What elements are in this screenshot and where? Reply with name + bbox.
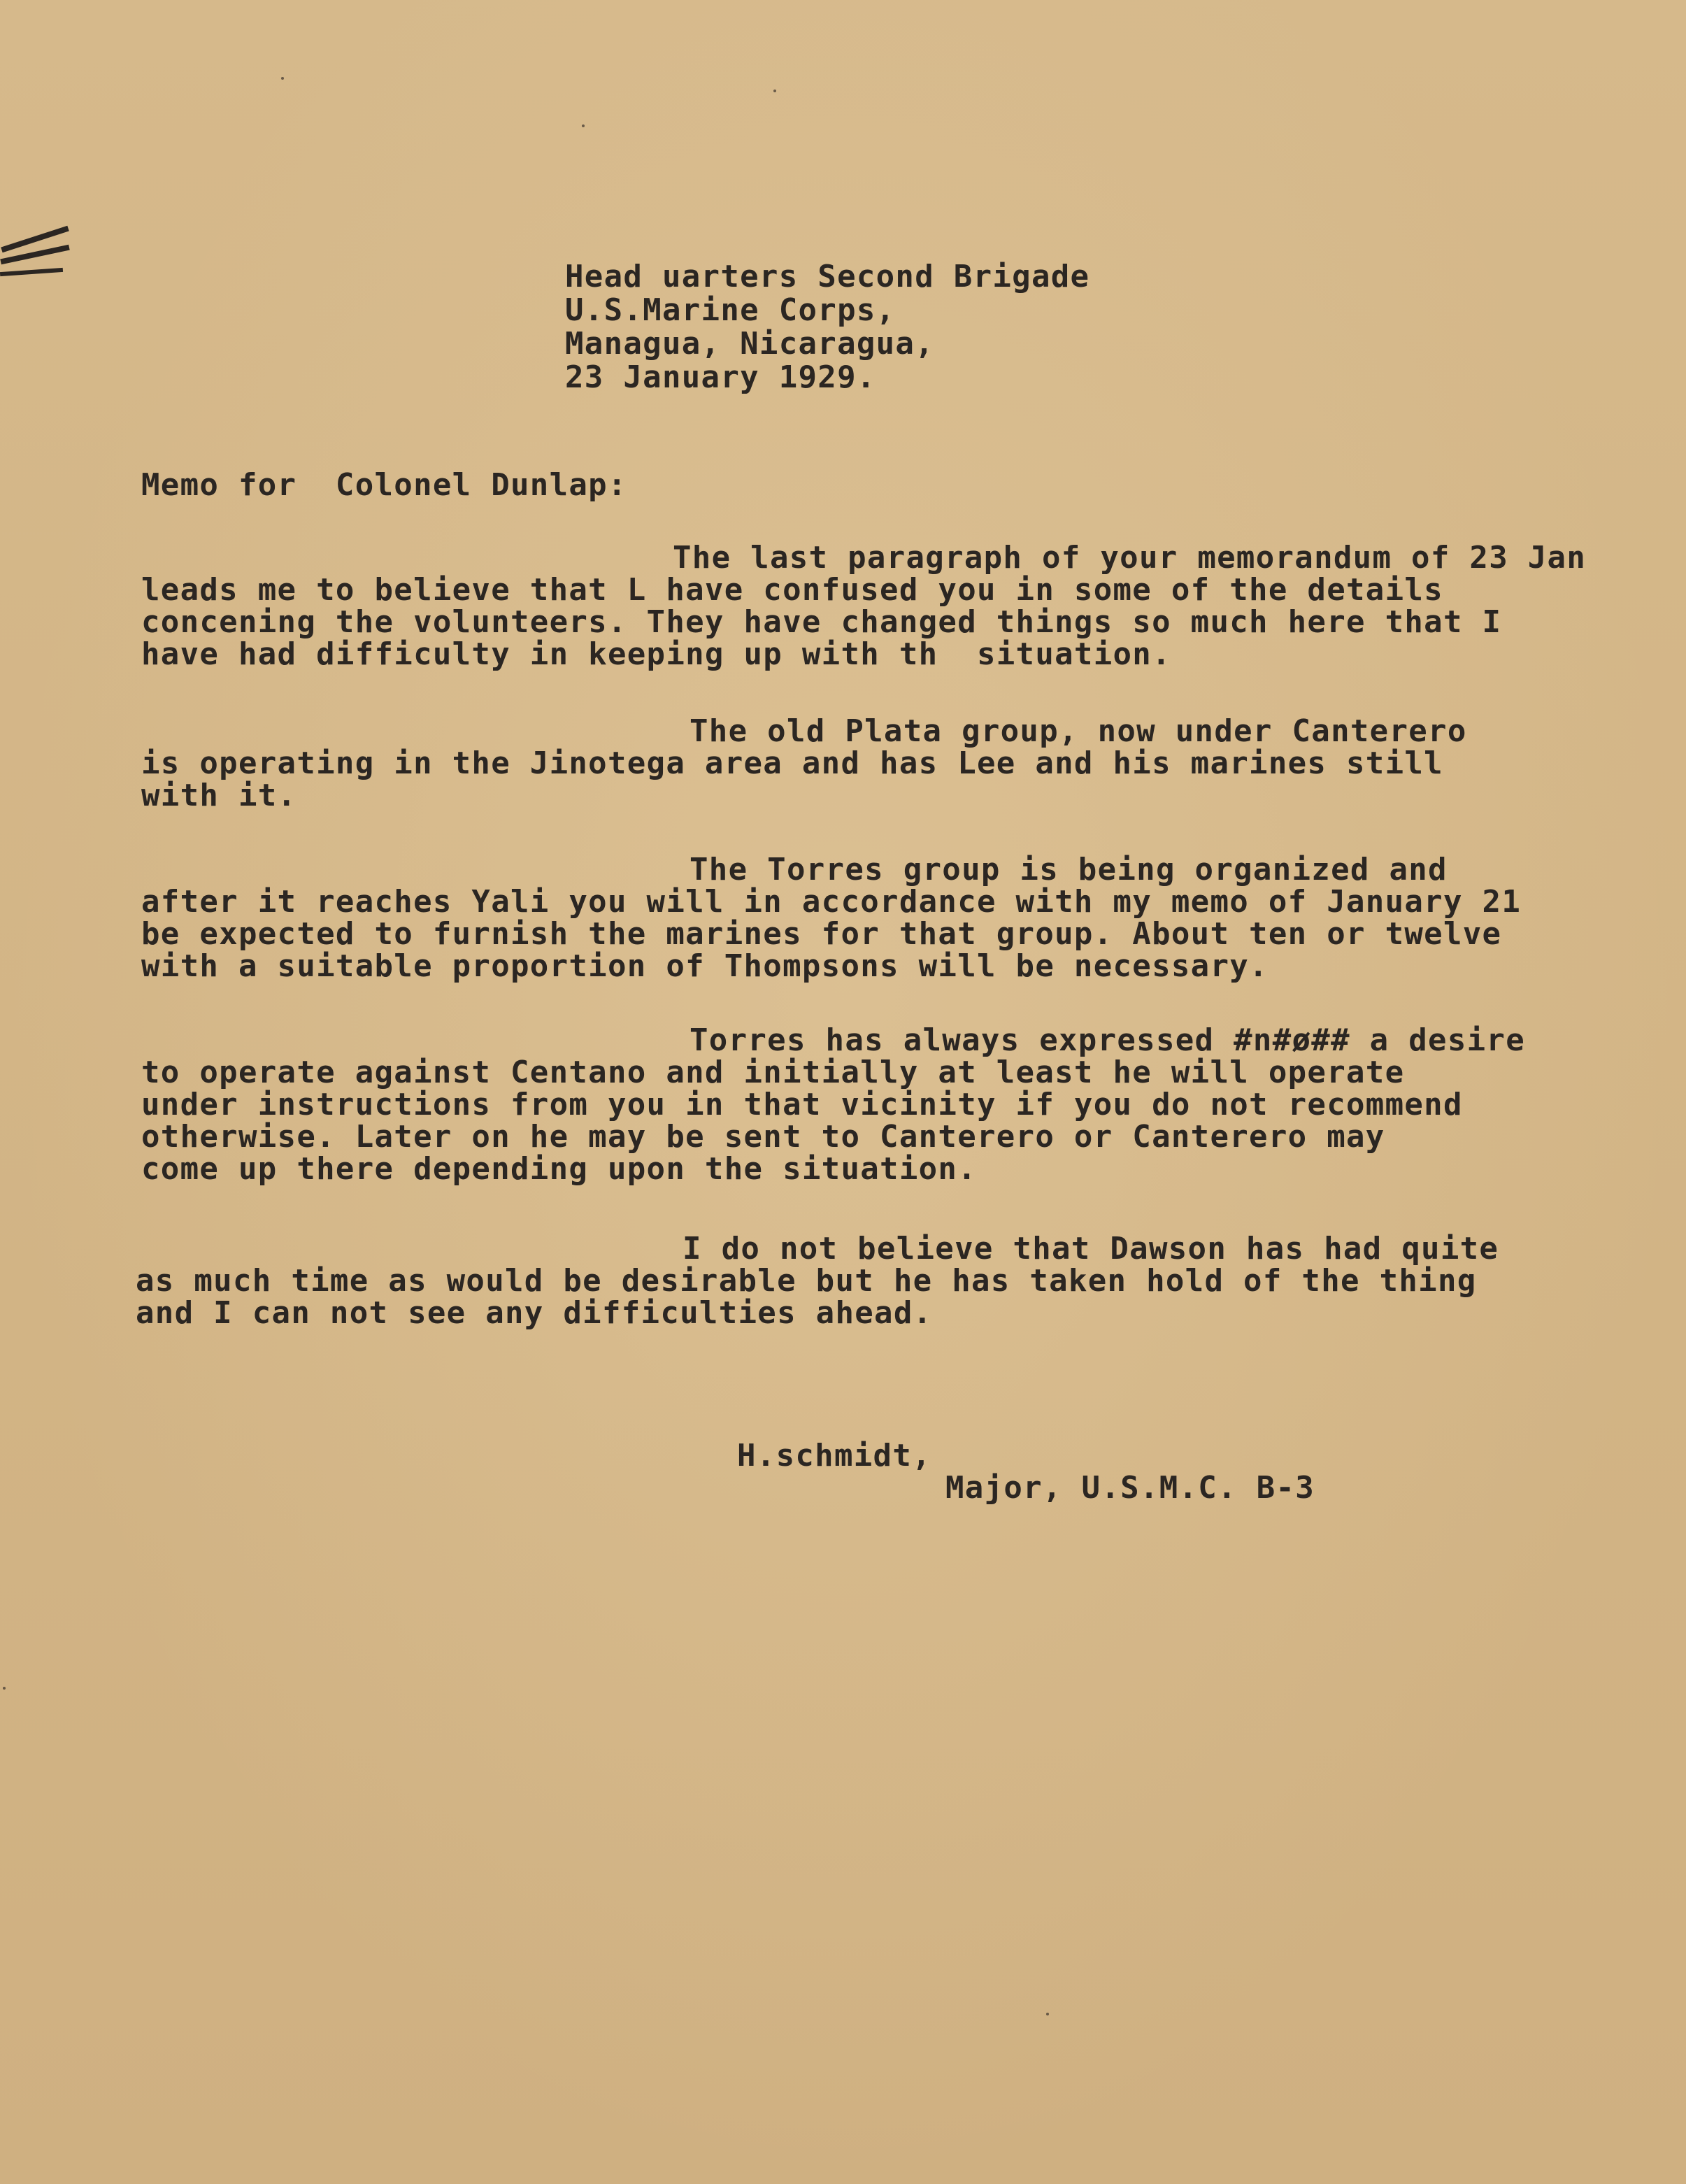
paragraph-4-line-1: Torres has always expressed #n#ø## a desire xyxy=(690,1022,1525,1058)
paragraph-3-line-1: The Torres group is being organized and xyxy=(690,852,1448,887)
margin-pen-mark xyxy=(0,268,63,276)
paragraph-4-line-4: otherwise. Later on he may be sent to Canterero or Canterero may xyxy=(141,1119,1385,1155)
paragraph-2-line-2: is operating in the Jinotega area and has Lee and his marines still xyxy=(141,745,1443,781)
signature-name: H.schmidt, xyxy=(737,1438,931,1473)
header-line-brigade: Head uarters Second Brigade xyxy=(565,259,1090,294)
paragraph-5-line-2: as much time as would be desirable but he has taken hold of the thing xyxy=(136,1263,1477,1299)
paragraph-2-line-1: The old Plata group, now under Canterero xyxy=(690,713,1467,749)
paragraph-1-line-3: concening the volunteers. They have changed things so much here that I xyxy=(141,604,1502,640)
paragraph-4-line-3: under instructions from you in that vicinity if you do not recommend xyxy=(141,1087,1463,1122)
paragraph-3-line-3: be expected to furnish the marines for that group. About ten or twelve xyxy=(141,916,1502,952)
paper-speck xyxy=(3,1687,6,1690)
paragraph-2-line-3: with it. xyxy=(141,778,297,813)
paragraph-1-line-1: The last paragraph of your memorandum of 23 Jan xyxy=(673,540,1587,576)
paragraph-1-line-4: have had difficulty in keeping up with th situation. xyxy=(141,636,1171,672)
header-line-corps: U.S.Marine Corps, xyxy=(565,292,896,328)
signature-title: Major, U.S.M.C. B-3 xyxy=(945,1470,1315,1506)
paper-speck xyxy=(281,77,284,80)
paragraph-1-line-2: leads me to believe that L have confused you in some of the details xyxy=(141,572,1443,608)
salutation: Memo for Colonel Dunlap: xyxy=(141,467,627,503)
paragraph-3-line-4: with a suitable proportion of Thompsons will be necessary. xyxy=(141,948,1269,984)
paper-speck xyxy=(582,124,585,127)
paragraph-4-line-2: to operate against Centano and initially at least he will operate xyxy=(141,1055,1405,1090)
header-line-date: 23 January 1929. xyxy=(565,359,876,395)
paper-speck xyxy=(1046,2013,1049,2015)
paper-speck xyxy=(773,90,776,92)
paragraph-4-line-5: come up there depending upon the situation. xyxy=(141,1151,977,1187)
paragraph-5-line-1: I do not believe that Dawson has had quite xyxy=(683,1231,1499,1266)
paragraph-5-line-3: and I can not see any difficulties ahead. xyxy=(136,1295,933,1331)
header-line-location: Managua, Nicaragua, xyxy=(565,326,935,362)
paragraph-3-line-2: after it reaches Yali you will in accordance with my memo of January 21 xyxy=(141,884,1522,920)
